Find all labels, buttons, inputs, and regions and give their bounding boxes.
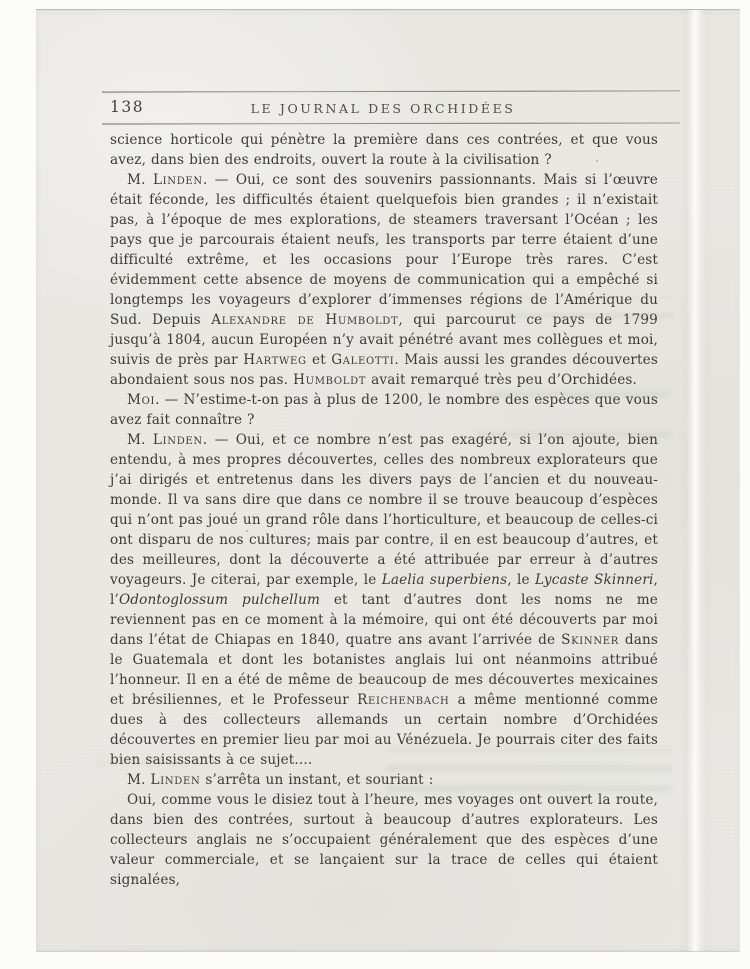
header-row	[102, 95, 680, 119]
text-run: , le	[507, 572, 535, 588]
person-name: Reichenbach	[357, 692, 450, 708]
species-name: Lycaste Skinneri	[534, 572, 654, 588]
body-text	[110, 130, 658, 890]
journal-title: LE JOURNAL DES ORCHIDÉES	[250, 101, 516, 116]
page-header	[102, 91, 680, 125]
person-name: Linden	[152, 432, 203, 448]
page-number: 138	[110, 98, 145, 116]
text-run: et tant d’autres dont les noms ne me reviennent pas en ce moment à la mémoire, qui ont été découverts par moi dans l’état de Chiapas en 1840, quatre ans avant l’arrivée de	[110, 592, 658, 648]
paragraph	[110, 770, 658, 790]
species-name: Laelia superbiens	[381, 572, 508, 588]
text-run: , qui parcourut ce pays de 1799 jusqu’à 1804, aucun Européen n’y avait pénétré avant mes collègues et moi, suivis de près par	[110, 312, 658, 368]
text-run: avait remarqué très peu d’Orchidées.	[366, 372, 637, 388]
header-rule-bottom	[102, 122, 680, 124]
text-run: , l’	[110, 572, 658, 608]
paragraph	[110, 390, 658, 430]
paragraph	[110, 170, 658, 390]
text-run: . — N’estime-t-on pas à plus de 1200, le nombre des espèces que vous avez fait connaître ?	[110, 392, 658, 428]
text-run: s’arrêta un instant, et souriant :	[200, 772, 434, 788]
page-crease	[679, 10, 713, 951]
person-name: Skinner	[561, 632, 619, 648]
text-run: et	[306, 352, 332, 368]
person-name: Galeotti	[331, 352, 395, 368]
text-run: . — Oui, et ce nombre n’est pas exagéré, si l’on ajoute, bien entendu, à mes propres découvertes, celles des nombreux explorateurs que j’ai dirigés et entretenus dans les divers pays de l’ancien et du nouveau-monde. Il va sans dire que dans ce nombre il se trouve beaucoup d’espèces qui n’ont pas joué un grand rôle dans l’horticulture, et beaucoup de celles-ci ont disparu de nos cultures; mais par contre, il en est beaucoup d’autres, et des meilleures, dont la découverte a été attribuée par erreur à d’autres voyageurs. Je citerai, par exemple, le	[110, 432, 658, 588]
text-run: M.	[127, 172, 153, 188]
person-name: Humboldt	[293, 372, 367, 388]
species-name: Odontoglossum pulchellum	[118, 592, 321, 608]
text-run: dans le Guatemala et dont les botanistes anglais lui ont néanmoins attribué l’honneur. Il en a été de même de beaucoup de mes découvertes mexicaines et brésiliennes, et le Professeur	[110, 632, 659, 708]
paragraph	[110, 430, 658, 770]
person-name: Alexandre de Humboldt	[211, 312, 399, 328]
text-run: science horticole qui pénètre la première dans ces contrées, et que vous avez, dans bien des endroits, ouvert la route à la civilisation ?	[110, 132, 658, 168]
person-name: Hartweg	[243, 352, 307, 368]
person-name: Linden	[150, 772, 201, 788]
text-run: Oui, comme vous le disiez tout à l’heure, mes voyages ont ouvert la route, dans bien des contrées, surtout à beaucoup d’autres explorateurs. Les collecteurs anglais ne s’occupaient généralement que des espèces d’une valeur commerciale, et se lançaient sur la trace de celles qui étaient signalées,	[110, 792, 658, 888]
text-run: . Mais aussi les grandes découvertes abondaient sous nos pas.	[110, 352, 658, 388]
header-rule-top	[102, 90, 680, 92]
person-name: Moi	[127, 392, 156, 408]
text-run: M.	[127, 772, 151, 788]
paragraph	[110, 130, 658, 170]
text-run: . — Oui, ce sont des souvenirs passionnants. Mais si l’œuvre était féconde, les difficultés étaient quelquefois bien grandes ; il n’existait pas, à l’époque de mes explorations, de steamers traversant l’Océan ; les pays que je parcourais étaient neufs, les transports par terre étaient d’une difficulté extrême, et les occasions pour l’Europe très rares. C’est évidemment cette absence de moyens de communication qui a empêché si longtemps les voyageurs d’explorer d’immenses régions de l’Amérique du Sud. Depuis	[110, 172, 658, 328]
person-name: Linden	[152, 172, 203, 188]
text-run: a même mentionné comme dues à des collecteurs allemands un certain nombre d’Orchidées découvertes en premier lieu par moi au Vénézuela. Je pourrais citer des faits bien saisissants à ce sujet....	[110, 692, 658, 768]
text-run: M.	[127, 432, 153, 448]
book-page	[36, 9, 740, 952]
paragraph	[110, 790, 658, 890]
